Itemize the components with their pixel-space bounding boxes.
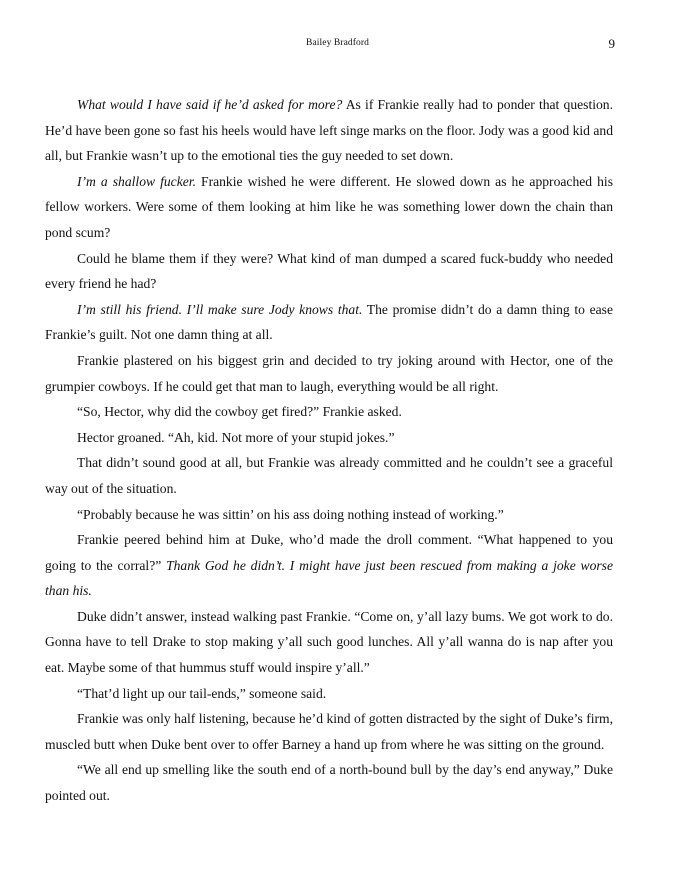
text-run: Frankie peered behind him at Duke, who’d made the droll comment. “What happened to you going to the corral?” <box>45 532 613 573</box>
paragraph <box>45 757 613 808</box>
paragraph <box>45 92 613 169</box>
text-run: Hector groaned. “Ah, kid. Not more of your stupid jokes.” <box>77 429 395 445</box>
paragraph <box>45 706 613 757</box>
italic-run: Thank God he didn’t. I might have just been rescued from making a joke worse than his. <box>45 557 613 599</box>
paragraph <box>45 527 613 604</box>
text-run: That didn’t sound good at all, but Frankie was already committed and he couldn’t see a graceful way out of the situation. <box>45 455 613 496</box>
text-run: “Probably because he was sittin’ on his ass doing nothing instead of working.” <box>77 506 504 522</box>
text-run: Frankie wished he were different. He slowed down as he approached his fellow workers. Were some of them looking at him like he was something lower down the chain than pond scum? <box>45 173 613 240</box>
text-run: Frankie plastered on his biggest grin and decided to try joking around with Hector, one of the grumpier cowboys. If he could get that man to laugh, everything would be all right. <box>45 352 613 394</box>
paragraph <box>45 246 613 297</box>
paragraph <box>45 297 613 348</box>
text-run: Could he blame them if they were? What kind of man dumped a scared fuck-buddy who needed every friend he had? <box>45 250 613 292</box>
text-run: “So, Hector, why did the cowboy get fired?” Frankie asked. <box>77 404 402 420</box>
text-run: “We all end up smelling like the south end of a north-bound bull by the day’s end anyway,” Duke pointed out. <box>45 762 613 804</box>
text-run: The promise didn’t do a damn thing to ease Frankie’s guilt. Not one damn thing at all. <box>45 301 613 343</box>
page-number: 9 <box>608 36 615 51</box>
text-run: Frankie was only half listening, because he’d kind of gotten distracted by the sight of Duke’s firm, muscled butt when Duke bent over to offer Barney a hand up from where he was sitting on the ground. <box>45 711 613 752</box>
paragraph <box>45 425 613 451</box>
text-run: “That’d light up our tail-ends,” someone said. <box>77 685 327 701</box>
paragraph <box>45 604 613 681</box>
paragraph <box>45 169 613 246</box>
paragraph <box>45 502 613 528</box>
text-run: As if Frankie really had to ponder that question. He’d have been gone so fast his heels would have left singe marks on the floor. Jody was a good kid and all, but Frankie wasn’t up to the emotional ties the guy needed to set down. <box>45 97 613 164</box>
paragraph <box>45 681 613 707</box>
text-run: Duke didn’t answer, instead walking past Frankie. “Come on, y’all lazy bums. We got work to do. Gonna have to tell Drake to stop making y’all such good lunches. All y’all wanna do is nap after you eat. Maybe some of that hummus stuff would inspire y’all.” <box>45 608 613 676</box>
paragraph <box>45 348 613 399</box>
italic-run: I’m a shallow fucker. <box>77 173 196 189</box>
paragraph <box>45 450 613 501</box>
italic-run: What would I have said if he’d asked for more? <box>77 97 343 112</box>
body-text <box>45 92 613 809</box>
italic-run: I’m still his friend. I’ll make sure Jody knows that. <box>77 301 363 317</box>
paragraph <box>45 399 613 425</box>
running-head-author: Bailey Bradford <box>306 38 369 48</box>
